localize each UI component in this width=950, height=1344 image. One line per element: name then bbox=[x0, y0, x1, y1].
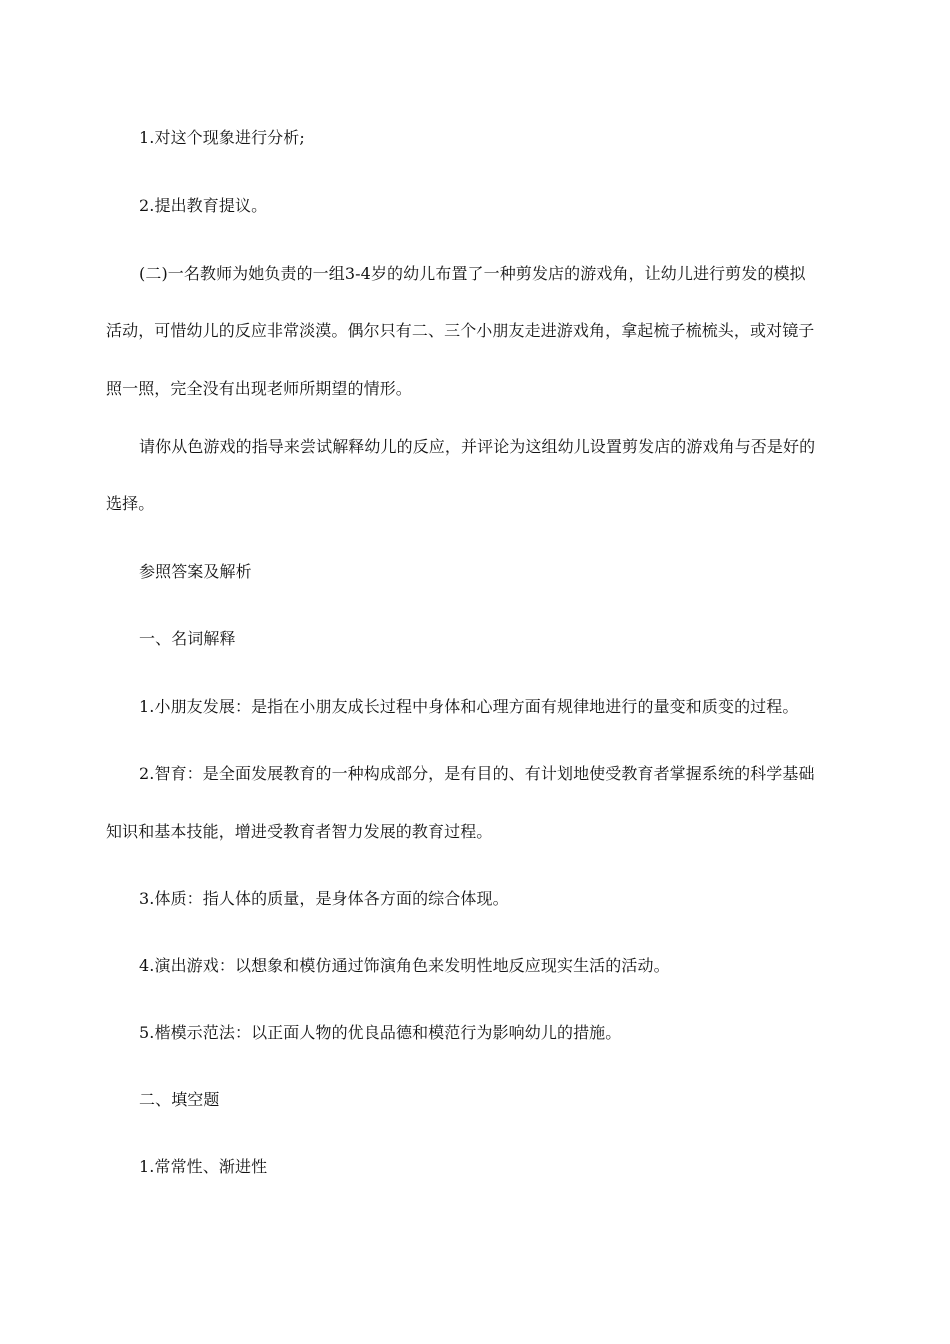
fill-blank-answer-1: 1.常常性、渐进性 bbox=[139, 1157, 268, 1176]
term-2-definition-line-2: 知识和基本技能，增进受教育者智力发展的教育过程。 bbox=[106, 822, 493, 841]
case-2-paragraph-line-2: 活动，可惜幼儿的反应非常淡漠。偶尔只有二、三个小朋友走进游戏角，拿起梳子梳梳头，或对镜子 bbox=[106, 321, 815, 340]
term-3-definition: 3.体质：指人体的质量，是身体各方面的综合体现。 bbox=[139, 889, 509, 908]
term-5-definition: 5.楷模示范法：以正面人物的优良品德和模范行为影响幼儿的措施。 bbox=[139, 1023, 622, 1042]
section-1-heading: 一、名词解释 bbox=[139, 629, 236, 648]
case-2-paragraph-line-3: 照一照，完全没有出现老师所期望的情形。 bbox=[106, 379, 412, 398]
term-2-definition-line-1: 2.智育：是全面发展教育的一种构成部分，是有目的、有计划地使受教育者掌握系统的科学基础 bbox=[139, 764, 815, 783]
case-2-question-line-1: 请你从色游戏的指导来尝试解释幼儿的反应，并评论为这组幼儿设置剪发店的游戏角与否是好的 bbox=[139, 437, 816, 456]
case-2-paragraph-line-1: (二)一名教师为她负责的一组3-4岁的幼儿布置了一种剪发店的游戏角，让幼儿进行剪发的模拟 bbox=[139, 264, 806, 283]
question-2-item: 2.提出教育提议。 bbox=[139, 196, 268, 215]
term-1-definition: 1.小朋友发展：是指在小朋友成长过程中身体和心理方面有规律地进行的量变和质变的过程。 bbox=[139, 697, 799, 716]
question-1-item: 1.对这个现象进行分析; bbox=[139, 128, 305, 147]
case-2-question-line-2: 选择。 bbox=[106, 494, 155, 513]
section-2-heading: 二、填空题 bbox=[139, 1090, 220, 1109]
answers-heading: 参照答案及解析 bbox=[139, 562, 252, 581]
term-4-definition: 4.演出游戏：以想象和模仿通过饰演角色来发明性地反应现实生活的活动。 bbox=[139, 956, 670, 975]
